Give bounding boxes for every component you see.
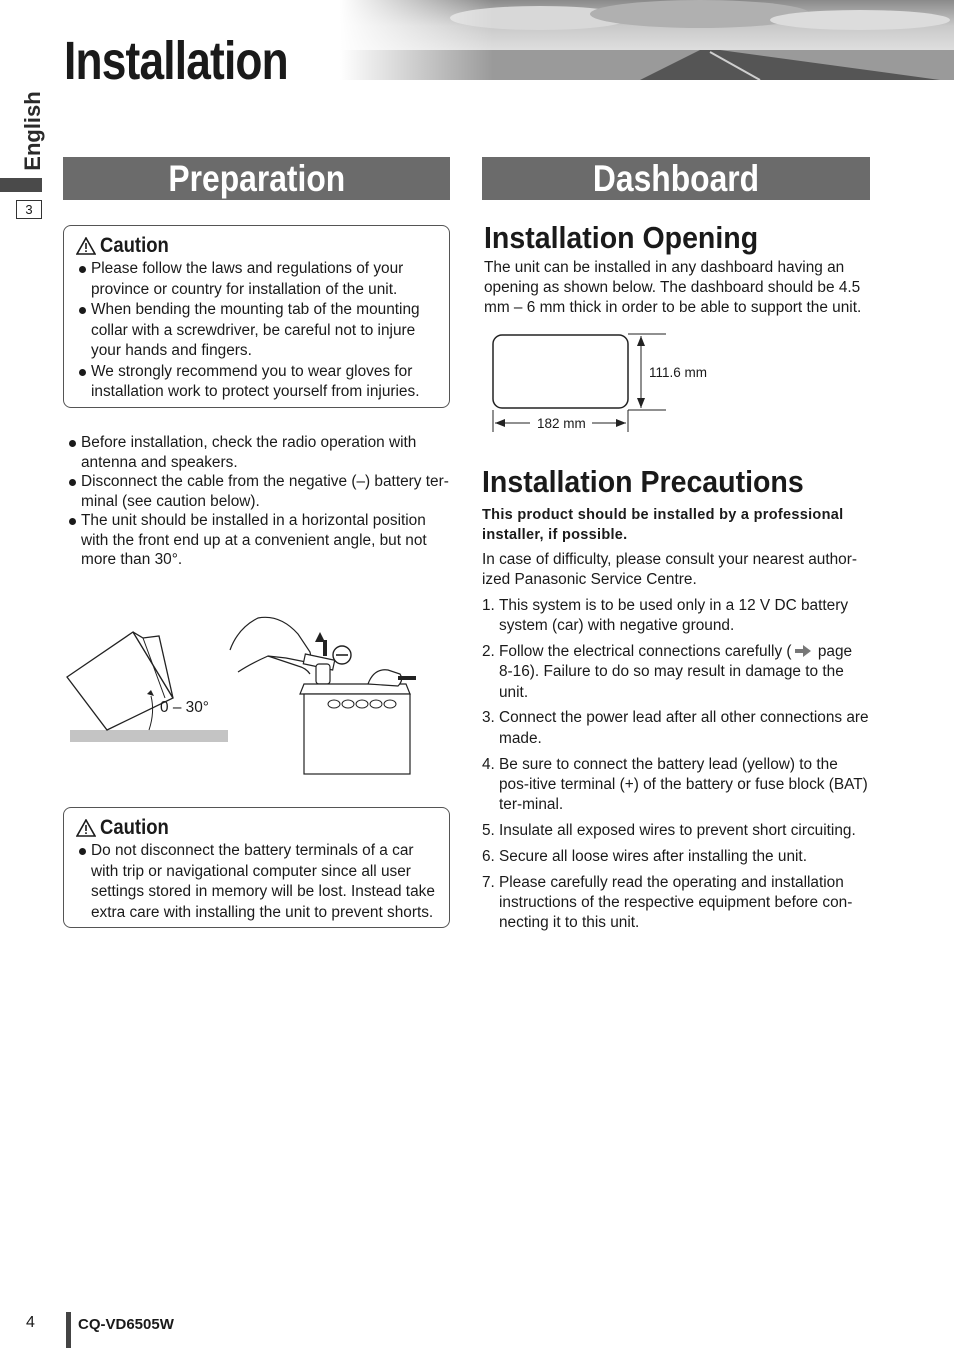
list-item: 5. Insulate all exposed wires to prevent short circuiting. [482, 821, 856, 839]
model-number: CQ-VD6505W [78, 1316, 174, 1333]
list-item: Before installation, check the radio operation with antenna and speakers. [66, 433, 450, 472]
page-title: Installation [64, 31, 288, 91]
page-number: 4 [26, 1314, 35, 1331]
width-dimension-label: 182 mm [537, 416, 586, 431]
dashboard-banner: Dashboard [482, 157, 870, 200]
installation-opening-text: The unit can be installed in any dashboard having an opening as shown below. The dashboard should be 4.5 mm – 6 mm thick in order to be able to support the unit. [484, 259, 862, 316]
installation-opening-heading: Installation Opening [484, 220, 759, 255]
angle-illustration [63, 600, 243, 750]
list-item: 6. Secure all loose wires after installing the unit. [482, 847, 807, 865]
list-item: Disconnect the cable from the negative (–) battery ter-minal (see caution below). [66, 472, 450, 511]
list-item: The unit should be installed in a horizontal position with the front end up at a convenient angle, but not more than 30°. [66, 511, 450, 570]
list-item: 7. Please carefully read the operating and installation instructions of the respective equipment before con-necting it to this unit. [482, 873, 853, 932]
professional-install-note: This product should be installed by a professional installer, if possible. [482, 507, 844, 543]
list-item: 1. This system is to be used only in a 12 V DC battery system (car) with negative ground. [482, 597, 849, 635]
service-centre-note: In case of difficulty, please consult your nearest author-ized Panasonic Service Centre. [482, 551, 857, 588]
battery-illustration [228, 612, 416, 777]
list-item: Please follow the laws and regulations of your province or country for installation of the unit. [76, 259, 437, 300]
preparation-banner: Preparation [63, 157, 450, 200]
language-label: English [20, 91, 45, 171]
caution-heading: Caution [76, 816, 437, 840]
caution-box-1 [63, 225, 450, 408]
installation-precautions-heading: Installation Precautions [482, 464, 804, 499]
list-item: 4. Be sure to connect the battery lead (yellow) to the pos-itive terminal (+) of the battery or fuse block (BAT) ter-minal. [482, 755, 868, 814]
caution-box-2 [63, 807, 450, 928]
list-item: We strongly recommend you to wear gloves for installation work to protect yourself from injuries. [76, 362, 437, 403]
list-item: 2. Follow the electrical connections carefully ( page 8-16). Failure to do so may result in damage to the unit. [482, 643, 853, 701]
arrow-right-icon [794, 645, 812, 657]
preparation-bullets [66, 433, 450, 570]
list-item: 3. Connect the power lead after all other connections are made. [482, 709, 869, 747]
side-tab-bar [0, 178, 42, 192]
warning-icon [76, 237, 96, 255]
warning-icon [76, 819, 96, 837]
height-dimension-label: 111.6 mm [649, 365, 708, 380]
list-item: Do not disconnect the battery terminals of a car with trip or navigational computer since all user settings stored in memory will be lost. Instead take extra care with installing the unit to prevent shorts. [76, 841, 437, 923]
precautions-list [482, 596, 870, 939]
section-number: 3 [16, 200, 42, 219]
header-road-image [340, 0, 954, 80]
angle-label: 0 – 30° [160, 699, 209, 716]
caution-list-2 [76, 841, 437, 923]
footer-bar [66, 1312, 71, 1348]
caution-list-1 [76, 259, 437, 403]
caution-heading: Caution [76, 234, 437, 258]
list-item: When bending the mounting tab of the mounting collar with a screwdriver, be careful not to injure your hands and fingers. [76, 300, 437, 362]
